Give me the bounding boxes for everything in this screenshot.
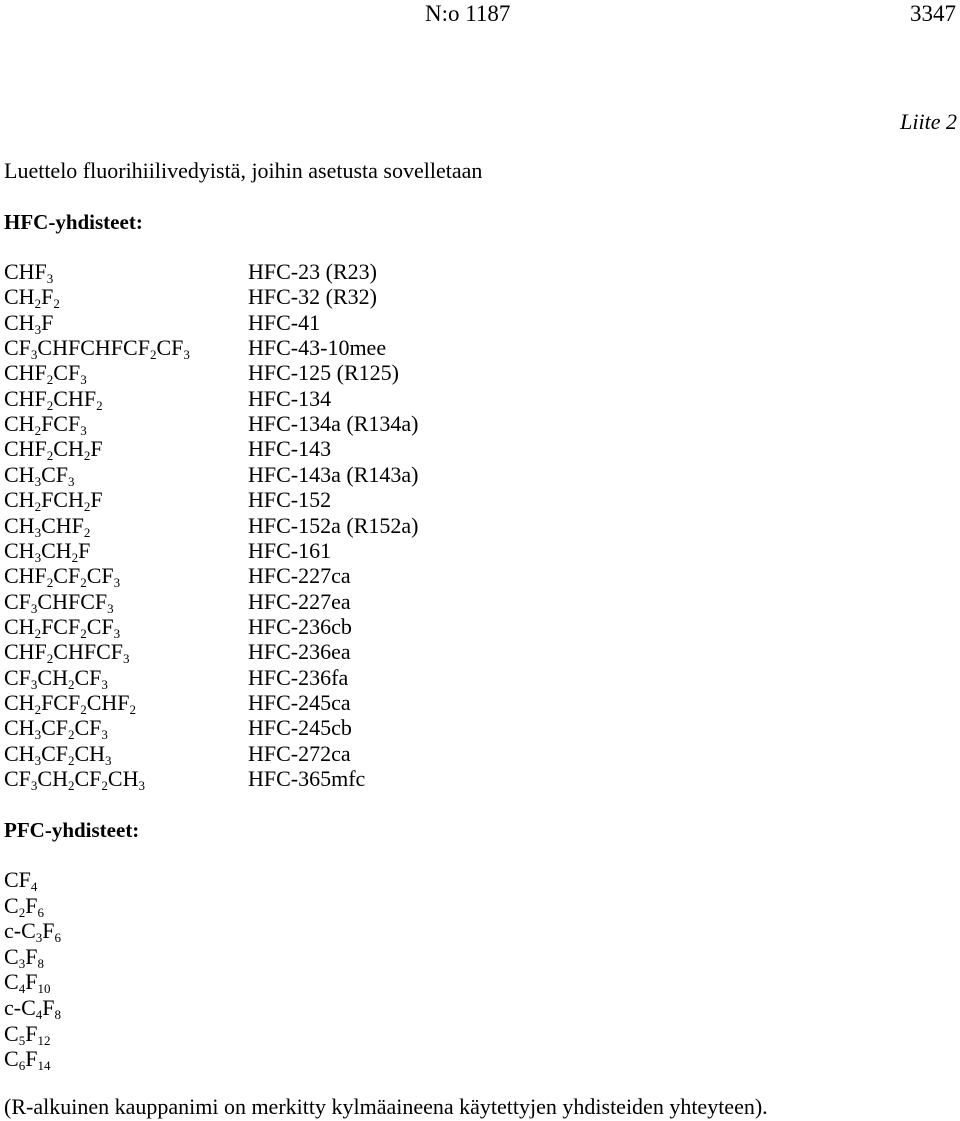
compound-code: HFC-134 — [248, 385, 332, 411]
formula-subscript: 3 — [113, 625, 121, 641]
compound-code: HFC-227ca — [248, 563, 351, 589]
formula-subscript: 2 — [149, 347, 157, 363]
compound-code: HFC-272ca — [248, 740, 351, 766]
formula-subscript: 2 — [129, 701, 137, 717]
formula-text: CF — [4, 664, 31, 690]
formula-text: CHFCF — [53, 639, 124, 665]
formula-text: CF — [41, 715, 68, 741]
compound-formula — [4, 1021, 50, 1046]
document-title: Luettelo fluorihiilivedyistä, joihin asetusta sovelletaan — [4, 158, 483, 183]
formula-text: FCH — [41, 487, 84, 513]
compound-formula — [4, 310, 53, 335]
formula-subscript: 3 — [80, 423, 87, 439]
formula-subscript: 3 — [80, 372, 87, 388]
formula-subscript: 3 — [30, 778, 38, 793]
compound-formula — [4, 284, 60, 312]
formula-text: CH — [4, 715, 35, 741]
formula-text: CF — [74, 664, 102, 690]
formula-text: CH — [37, 766, 68, 791]
compound-code: HFC-134a (R134a) — [248, 411, 419, 437]
formula-subscript: 2 — [71, 549, 79, 565]
formula-text: CHF — [4, 385, 47, 411]
page-number: 3347 — [910, 1, 956, 26]
compound-formula — [4, 513, 90, 538]
formula-text: CHF — [86, 689, 130, 715]
formula-text: CH — [4, 689, 35, 715]
compound-formula — [4, 563, 121, 591]
formula-text: FCF — [41, 613, 81, 639]
compound-formula — [4, 335, 190, 363]
compound-formula — [4, 918, 62, 946]
formula-text: CHF — [4, 360, 47, 386]
compound-formula — [4, 665, 108, 690]
formula-subscript: 4 — [30, 879, 38, 894]
compound-formula — [4, 487, 103, 515]
formula-subscript: 3 — [30, 347, 38, 363]
compound-formula — [4, 462, 74, 487]
formula-subscript: 2 — [18, 904, 26, 920]
formula-subscript: 2 — [80, 575, 87, 591]
formula-text: CH — [37, 664, 68, 690]
formula-text: CH — [4, 512, 35, 538]
formula-text: F — [42, 918, 55, 944]
formula-subscript: 2 — [101, 778, 108, 793]
formula-text: F — [25, 969, 38, 995]
compound-formula — [4, 741, 112, 766]
formula-subscript: 2 — [83, 524, 91, 540]
formula-text: F — [25, 943, 38, 969]
formula-text: CHF — [4, 563, 47, 589]
formula-subscript: 10 — [37, 981, 51, 997]
compound-code: HFC-236cb — [248, 613, 352, 639]
compound-code: HFC-143a (R143a) — [248, 461, 419, 487]
formula-text: CH — [107, 766, 139, 791]
compound-formula — [4, 614, 120, 639]
formula-text: CF — [156, 335, 184, 361]
formula-text: c-C — [4, 918, 36, 944]
compound-formula — [4, 715, 108, 743]
formula-text: CH — [4, 613, 35, 639]
formula-text: F — [90, 487, 103, 513]
formula-subscript: 2 — [34, 701, 42, 717]
compound-formula — [4, 690, 136, 715]
compound-formula — [4, 386, 103, 411]
formula-text: F — [78, 537, 91, 563]
formula-text: CF — [4, 867, 31, 892]
compound-code: HFC-245ca — [248, 689, 351, 715]
formula-text: CH — [4, 740, 35, 766]
formula-subscript: 2 — [83, 499, 91, 515]
formula-subscript: 2 — [46, 448, 54, 464]
formula-text: CF — [41, 740, 68, 766]
compound-code: HFC-365mfc — [248, 766, 366, 791]
compound-code: HFC-143 — [248, 436, 332, 462]
compound-code: HFC-245cb — [248, 715, 352, 741]
formula-subscript: 3 — [34, 752, 42, 768]
formula-subscript: 2 — [67, 676, 75, 692]
formula-subscript: 3 — [34, 549, 42, 565]
formula-subscript: 2 — [46, 651, 54, 667]
compound-code: HFC-32 (R32) — [248, 284, 377, 310]
compound-formula — [4, 969, 51, 997]
formula-text: C — [4, 943, 19, 969]
formula-text: CH — [74, 740, 106, 766]
formula-subscript: 2 — [80, 625, 87, 641]
formula-text: CF — [4, 335, 31, 361]
formula-subscript: 3 — [35, 930, 43, 946]
compound-code: HFC-41 — [248, 309, 321, 335]
formula-text: F — [41, 309, 54, 335]
compound-formula — [4, 893, 44, 918]
formula-text: CH — [41, 537, 72, 563]
formula-subscript: 2 — [67, 727, 75, 743]
compound-formula — [4, 995, 61, 1020]
formula-subscript: 4 — [35, 1007, 43, 1022]
formula-text: CF — [4, 766, 31, 791]
formula-subscript: 3 — [107, 600, 114, 616]
formula-subscript: 2 — [34, 625, 42, 641]
compound-code: HFC-227ea — [248, 588, 351, 614]
formula-subscript: 2 — [34, 423, 42, 439]
formula-subscript: 3 — [113, 575, 121, 591]
compound-formula — [4, 1046, 51, 1074]
formula-subscript: 3 — [105, 752, 112, 768]
formula-text: CH — [4, 537, 35, 563]
formula-subscript: 3 — [34, 473, 42, 489]
formula-text: F — [90, 436, 103, 462]
formula-subscript: 2 — [46, 372, 54, 388]
formula-subscript: 2 — [46, 575, 54, 591]
compound-formula — [4, 867, 37, 892]
formula-text: F — [41, 284, 54, 310]
formula-subscript: 6 — [54, 930, 62, 946]
formula-subscript: 3 — [34, 727, 42, 743]
formula-subscript: 3 — [123, 651, 130, 667]
formula-text: CHF — [4, 639, 47, 665]
formula-text: CF — [86, 563, 114, 589]
compound-formula — [4, 411, 87, 439]
compound-code: HFC-236fa — [248, 664, 349, 690]
compound-formula — [4, 639, 130, 667]
formula-text: CHFCHFCF — [37, 335, 150, 361]
formula-subscript: 2 — [34, 296, 42, 312]
compound-formula — [4, 538, 90, 563]
formula-subscript: 3 — [183, 347, 190, 363]
formula-subscript: 2 — [34, 499, 42, 515]
compound-code: HFC-152a (R152a) — [248, 512, 419, 538]
formula-text: CF — [86, 613, 114, 639]
formula-text: C — [4, 892, 19, 918]
formula-subscript: 3 — [34, 321, 42, 337]
formula-text: CF — [74, 715, 102, 741]
formula-subscript: 6 — [18, 1058, 26, 1074]
footnote: (R-alkuinen kauppanimi on merkitty kylmäaineena käytettyjen yhdisteiden yhteyteen). — [4, 1094, 768, 1119]
appendix-label: Liite 2 — [900, 109, 957, 134]
formula-text: F — [25, 1046, 38, 1072]
formula-text: FCF — [41, 411, 81, 437]
formula-text: CH — [4, 461, 35, 487]
formula-text: F — [25, 892, 38, 918]
formula-subscript: 2 — [96, 397, 103, 413]
formula-subscript: 3 — [138, 778, 145, 793]
formula-subscript: 2 — [83, 448, 91, 464]
compound-formula — [4, 360, 87, 388]
formula-subscript: 3 — [18, 955, 26, 971]
compound-formula — [4, 944, 44, 969]
formula-text: C — [4, 969, 19, 995]
formula-subscript: 3 — [30, 676, 38, 692]
compound-formula — [4, 589, 114, 614]
formula-subscript: 8 — [54, 1007, 62, 1022]
formula-text: FCF — [41, 689, 81, 715]
formula-subscript: 12 — [37, 1032, 51, 1048]
formula-text: CHF — [4, 259, 47, 284]
formula-subscript: 6 — [37, 904, 44, 920]
formula-text: CF — [4, 588, 31, 614]
formula-text: c-C — [4, 995, 36, 1020]
compound-code: HFC-43-10mee — [248, 335, 387, 361]
formula-text: CHF — [4, 436, 47, 462]
formula-text: CHF — [53, 385, 97, 411]
compound-formula — [4, 766, 145, 791]
formula-subscript: 2 — [67, 778, 75, 793]
formula-subscript: 3 — [101, 727, 108, 743]
compound-code: HFC-125 (R125) — [248, 360, 399, 386]
formula-text: CHF — [41, 512, 84, 538]
formula-text: CF — [53, 360, 81, 386]
formula-subscript: 2 — [67, 752, 75, 768]
formula-subscript: 8 — [37, 955, 44, 971]
formula-subscript: 3 — [67, 473, 75, 489]
formula-subscript: 3 — [30, 600, 38, 616]
compound-formula — [4, 259, 53, 284]
page-header-number: N:o 1187 — [425, 1, 511, 26]
formula-text: F — [25, 1020, 38, 1046]
compound-code: HFC-23 (R23) — [248, 259, 377, 284]
compound-code: HFC-152 — [248, 487, 332, 513]
hfc-heading: HFC-yhdisteet: — [4, 210, 143, 234]
formula-subscript: 2 — [80, 701, 87, 717]
formula-text: C — [4, 1046, 19, 1072]
compound-code: HFC-161 — [248, 537, 332, 563]
formula-subscript: 3 — [101, 676, 108, 692]
formula-text: C — [4, 1020, 19, 1046]
formula-text: CF — [74, 766, 102, 791]
compound-code: HFC-236ea — [248, 639, 351, 665]
compound-formula — [4, 436, 103, 464]
formula-subscript: 14 — [37, 1058, 51, 1074]
formula-text: F — [42, 995, 55, 1020]
formula-subscript: 2 — [53, 296, 60, 312]
formula-text: CHFCF — [37, 588, 108, 614]
formula-text: CH — [4, 411, 35, 437]
formula-text: CH — [4, 487, 35, 513]
pfc-heading: PFC-yhdisteet: — [4, 818, 140, 842]
formula-subscript: 3 — [46, 271, 54, 286]
formula-subscript: 4 — [18, 981, 26, 997]
formula-subscript: 2 — [46, 397, 54, 413]
formula-text: CH — [4, 284, 35, 310]
formula-text: CF — [41, 461, 68, 487]
formula-subscript: 3 — [34, 524, 42, 540]
formula-text: CH — [4, 309, 35, 335]
formula-subscript: 5 — [18, 1032, 26, 1048]
formula-text: CH — [53, 436, 84, 462]
formula-text: CF — [53, 563, 81, 589]
